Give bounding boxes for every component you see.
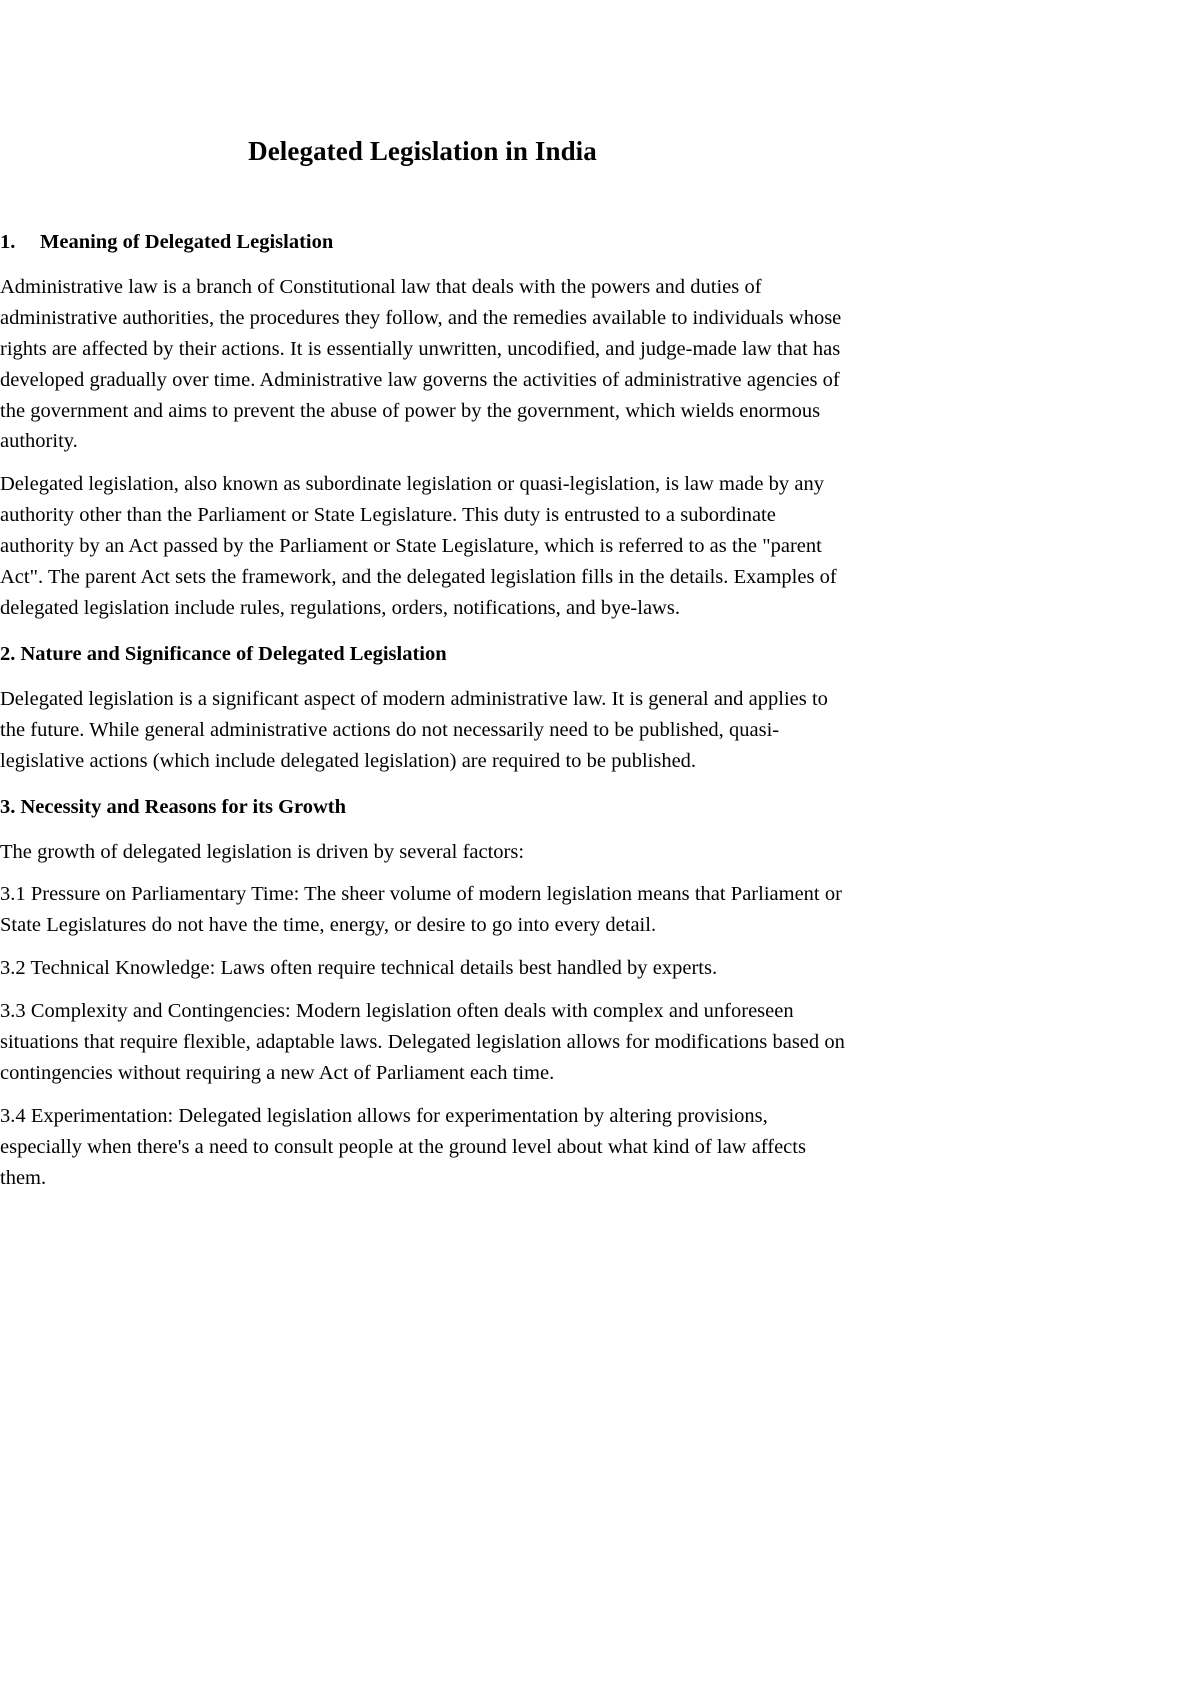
- paragraph: The growth of delegated legislation is driven by several factors:: [0, 840, 525, 863]
- page-title: Delegated Legislation in India: [248, 136, 597, 166]
- paragraph: Delegated legislation is a significant aspect of modern administrative law. It is general and applies to the future. While general administrative actions do not necessarily need to be published, quasi-legislative actions (which include delegated legislation) are required to be published.: [0, 687, 828, 772]
- section-heading-3: 3. Necessity and Reasons for its Growth: [0, 795, 347, 818]
- paragraph-subsection-3-4: 3.4 Experimentation: Delegated legislation allows for experimentation by altering provisions, especially when there's a need to consult people at the ground level about what kind of law affects them.: [0, 1105, 806, 1190]
- paragraph: Administrative law is a branch of Constitutional law that deals with the powers and duties of administrative authorities, the procedures they follow, and the remedies available to individuals whose rights are affected by their actions. It is essentially unwritten, uncodified, and judge-made law that has developed gradually over time. Administrative law governs the activities of administrative agencies of the government and aims to prevent the abuse of power by the government, which wields enormous authority.: [0, 275, 842, 453]
- paragraph-subsection-3-2: 3.2 Technical Knowledge: Laws often require technical details best handled by experts.: [0, 957, 718, 980]
- document-body: [0, 228, 845, 1206]
- section-heading-2: 2. Nature and Significance of Delegated Legislation: [0, 643, 447, 666]
- section-marker-1: 1.: [0, 231, 16, 253]
- section-heading-1: [0, 228, 845, 258]
- paragraph: Delegated legislation, also known as subordinate legislation or quasi-legislation, is law made by any authority other than the Parliament or State Legislature. This duty is entrusted to a subordinate authority by an Act passed by the Parliament or State Legislature, which is referred to as the "parent Act". The parent Act sets the framework, and the delegated legislation fills in the details. Examples of delegated legislation include rules, regulations, orders, notifications, and bye-laws.: [0, 473, 837, 620]
- paragraph-subsection-3-3: 3.3 Complexity and Contingencies: Modern legislation often deals with complex and unforeseen situations that require flexible, adaptable laws. Delegated legislation allows for modifications based on contingencies without requiring a new Act of Parliament each time.: [0, 1000, 845, 1085]
- section-heading-text-1: Meaning of Delegated Legislation: [40, 231, 334, 253]
- paragraph-subsection-3-1: 3.1 Pressure on Parliamentary Time: The sheer volume of modern legislation means that Parliament or State Legislatures do not have the time, energy, or desire to go into every detail.: [0, 883, 842, 937]
